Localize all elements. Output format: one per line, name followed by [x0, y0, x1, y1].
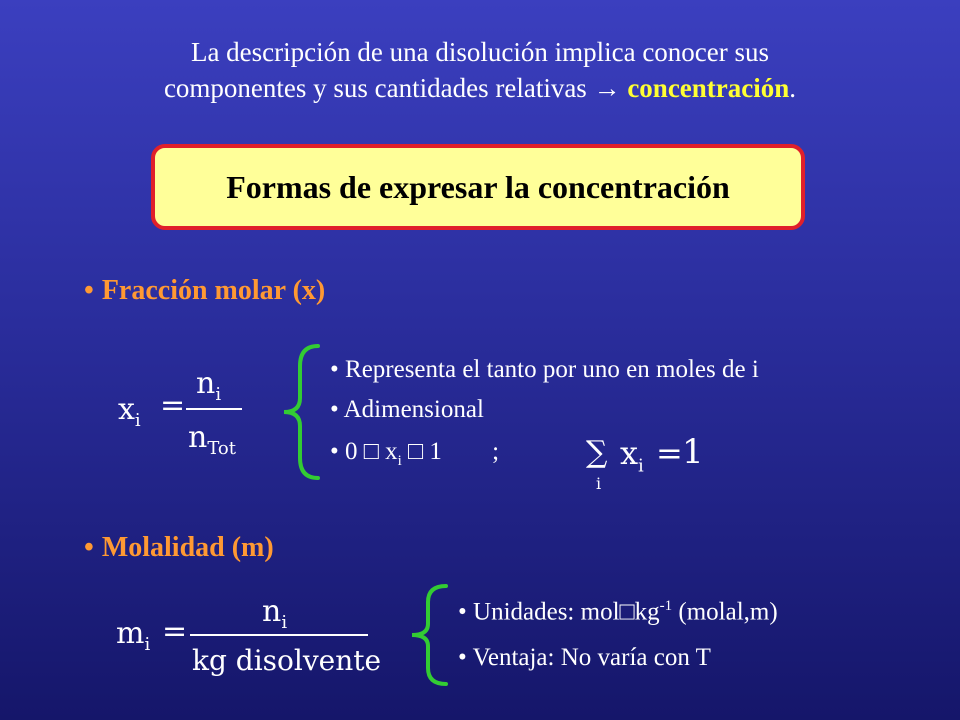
list-item-range: • 0 □ $x_i$ □ 1 ; — [330, 438, 500, 469]
sum-var-sub: i — [638, 455, 644, 477]
units-suffix: (molal,m) — [672, 598, 778, 626]
arrow-icon: → — [593, 73, 621, 103]
formula-denominator — [188, 420, 236, 459]
sum-rhs: 1 — [682, 432, 704, 472]
formula-num-var: n — [196, 366, 216, 401]
section-heading-molality — [84, 532, 274, 564]
range-var-sub: i — [397, 453, 402, 469]
sum-var — [620, 434, 644, 476]
formula-equals: = — [162, 614, 188, 649]
range-right: 1 — [429, 438, 442, 465]
list-item: • Ventaja: No varía con T — [458, 644, 711, 671]
intro-line-2 — [60, 70, 900, 106]
formula-num-sub: i — [215, 384, 222, 405]
formula-lhs-sub: i — [144, 634, 151, 655]
formula-den-sub: Tot — [207, 438, 237, 459]
intro-text — [60, 34, 900, 106]
units-superscript: -1 — [659, 598, 673, 614]
formula-equals: = — [160, 388, 186, 423]
bullet-text: Ventaja: No varía con T — [472, 644, 711, 671]
bullet-text: Representa el tanto por uno en moles de i — [345, 356, 759, 383]
page-title: Formas de expresar la concentración — [226, 168, 730, 205]
range-var: x — [385, 438, 398, 465]
bullet-text: Adimensional — [343, 396, 484, 423]
formula-molar-fraction-lhs — [118, 392, 141, 431]
formula-lhs-var: m — [116, 616, 145, 651]
section-heading-label: Fracción molar (x) — [101, 275, 326, 306]
intro-line-1: La descripción de una disolución implica conocer sus — [190, 37, 770, 67]
bullet-dot: • — [84, 532, 94, 563]
list-item-units: • Unidades: $mol□kg^{-1}$ (molal,m) — [458, 598, 778, 626]
formula-lhs-sub: i — [134, 410, 141, 431]
sum-var-letter: x — [620, 434, 639, 472]
curly-bracket-icon — [278, 342, 322, 482]
formula-num-sub: i — [281, 612, 288, 633]
sigma-icon: ∑ — [586, 435, 608, 470]
formula-lhs-var: x — [118, 392, 135, 427]
sum-equals: = — [656, 434, 683, 472]
formula-molality-lhs — [116, 616, 150, 655]
list-item: • Adimensional — [330, 396, 484, 423]
formula-denominator: kg disolvente — [192, 644, 382, 677]
units-prefix: Unidades: mol□kg — [473, 598, 660, 626]
list-item: • Representa el tanto por uno en moles de i — [330, 356, 759, 383]
intro-line-2-prefix: componentes y sus cantidades relativas — [163, 73, 587, 103]
range-separator: ; — [492, 438, 500, 465]
formula-numerator — [262, 594, 287, 633]
intro-highlight: concentración — [627, 73, 790, 103]
formula-numerator — [196, 366, 221, 405]
curly-bracket-icon — [406, 582, 450, 688]
formula-den-var: n — [188, 420, 208, 455]
range-left: 0 — [345, 438, 358, 465]
section-heading-label: Molalidad (m) — [101, 532, 274, 563]
bullet-dot: • — [84, 275, 94, 306]
title-box — [151, 144, 805, 230]
formula-num-var: n — [262, 594, 282, 629]
fraction-bar — [186, 408, 242, 410]
section-heading-molar-fraction — [84, 275, 325, 307]
fraction-bar — [190, 634, 368, 636]
missing-glyph-icon: □ — [408, 438, 424, 465]
intro-line-2-suffix: . — [789, 73, 797, 103]
sigma-sub: i — [596, 474, 602, 493]
missing-glyph-icon: □ — [363, 438, 379, 465]
